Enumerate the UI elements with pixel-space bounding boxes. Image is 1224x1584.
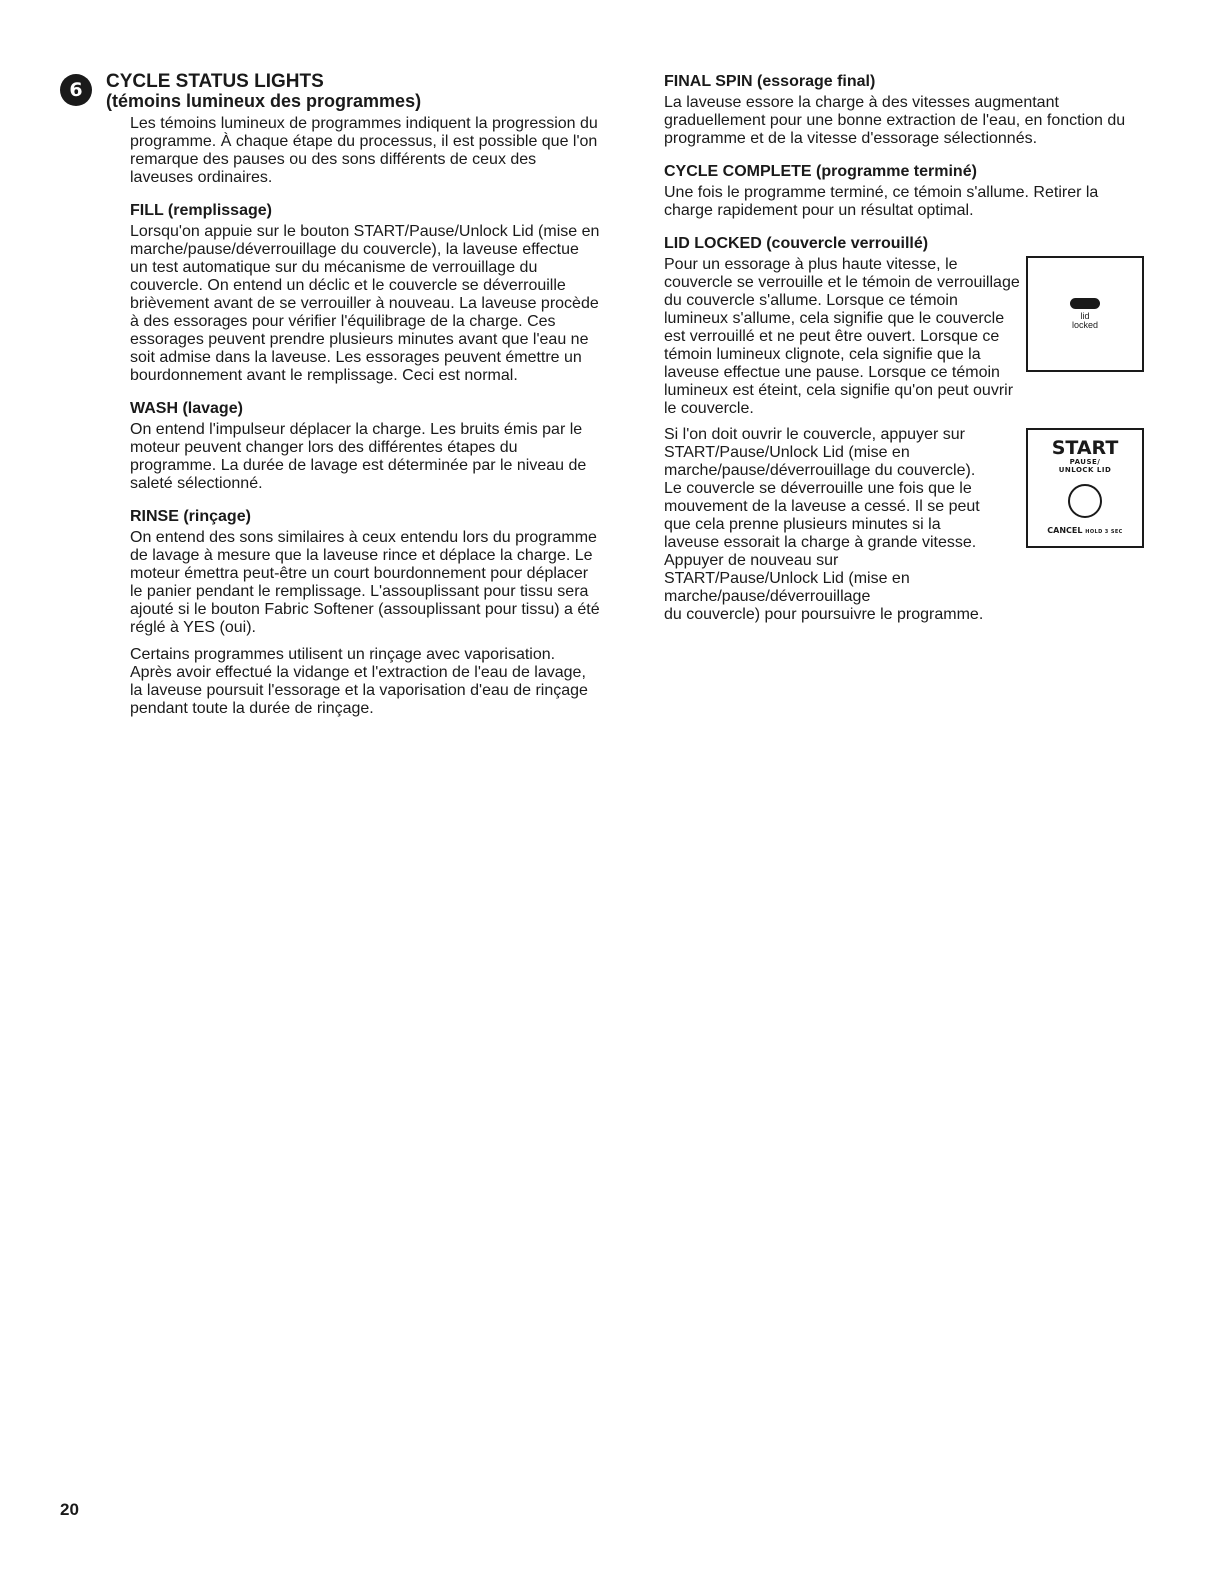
start-button-sub1: PAUSE/ bbox=[1069, 458, 1101, 466]
rinse-text-2: Certains programmes utilisent un rinçage avec vaporisation. Après avoir effectué la vidange et l'extraction de l'eau de lavage, la laveuse poursuit l'essorage et la vaporisation d'eau de rinçage pendant toute la durée de rinçage. bbox=[130, 646, 588, 717]
section-intro: Les témoins lumineux de programmes indiquent la progression du programme. À chaque étape du processus, il est possible que l'on remarque des pauses ou des sons différents de ceux des laveuses ordinaires. bbox=[130, 115, 598, 186]
start-button-sub2: UNLOCK LID bbox=[1058, 466, 1112, 474]
fill-subsection bbox=[60, 201, 600, 385]
section-title: CYCLE STATUS LIGHTS bbox=[106, 71, 324, 92]
start-button-illustration bbox=[1026, 428, 1144, 548]
rinse-text-1: On entend des sons similaires à ceux entendu lors du programme de lavage à mesure que la laveuse rince et déplace la charge. Le moteur émettra peut-être un court bourdonnement pour déplacer le panier pendant le remplissage. L'assouplissant pour tissu sera ajouté si le bouton Fabric Softener (assouplissant pour tissu) a été réglé à YES (oui). bbox=[130, 529, 600, 636]
rinse-heading: RINSE (rinçage) bbox=[130, 508, 251, 525]
fill-heading: FILL (remplissage) bbox=[130, 202, 272, 219]
lid-locked-text-2b: du couvercle) pour poursuivre le programme. bbox=[664, 606, 984, 623]
right-column bbox=[664, 72, 1144, 624]
lid-locked-indicator-label bbox=[1072, 312, 1098, 330]
lid-locked-led-icon bbox=[1070, 298, 1100, 309]
start-button-label: START bbox=[1051, 437, 1119, 459]
final-spin-subsection bbox=[664, 72, 1144, 148]
lid-label-line1: lid bbox=[1080, 311, 1090, 321]
wash-text: On entend l'impulseur déplacer la charge. Les bruits émis par le moteur peuvent changer lors des différentes étapes du programme. La durée de lavage est déterminée par le niveau de saleté sélectionné. bbox=[130, 421, 587, 492]
lid-locked-indicator-illustration bbox=[1026, 256, 1144, 372]
left-column bbox=[60, 72, 600, 718]
step-number-badge: 6 bbox=[60, 74, 92, 106]
cycle-complete-text: Une fois le programme terminé, ce témoin s'allume. Retirer la charge rapidement pour un résultat optimal. bbox=[664, 184, 1099, 219]
final-spin-text: La laveuse essore la charge à des vitesses augmentant graduellement pour une bonne extraction de l'eau, en fonction du programme et de la vitesse d'essorage sélectionnés. bbox=[664, 94, 1126, 147]
section-header bbox=[60, 72, 600, 111]
cycle-complete-subsection bbox=[664, 162, 1144, 220]
cycle-complete-heading: CYCLE COMPLETE (programme terminé) bbox=[664, 163, 977, 180]
cancel-label: CANCEL bbox=[1047, 526, 1083, 535]
rinse-subsection bbox=[60, 507, 600, 718]
lid-label-line2: locked bbox=[1071, 320, 1098, 330]
final-spin-heading: FINAL SPIN (essorage final) bbox=[664, 73, 876, 90]
fill-text: Lorsqu'on appuie sur le bouton START/Pause/Unlock Lid (mise en marche/pause/déverrouillage du couvercle), la laveuse effectue un test automatique sur du mécanisme de verrouillage du couvercle. On entend un déclic et le couvercle se déverrouille brièvement avant de se verrouiller à nouveau. La laveuse procède à des essorages pour vérifier l'équilibrage de la charge. Ces essorages peuvent prendre plusieurs minutes avant que l'eau ne soit admise dans la laveuse. Les essorages peuvent émettre un bourdonnement avant le remplissage. Ceci est normal. bbox=[130, 223, 600, 384]
start-button-cancel bbox=[1047, 526, 1122, 535]
start-button-circle-icon bbox=[1068, 484, 1102, 518]
lid-locked-text-1: Pour un essorage à plus haute vitesse, le couvercle se verrouille et le témoin de verrouillage du couvercle s'allume. Lorsque ce témoin lumineux s'allume, cela signifie que le couvercle est verrouillé et ne peut être ouvert. Lorsque ce témoin lumineux clignote, cela signifie que la laveuse effectue une pause. Lorsque ce témoin lumineux est éteint, cela signifie qu'on peut ouvrir le couvercle. bbox=[664, 256, 1020, 417]
lid-locked-body bbox=[664, 256, 1144, 418]
page-number: 20 bbox=[60, 1500, 79, 1519]
start-instructions bbox=[664, 426, 1144, 624]
wash-subsection bbox=[60, 399, 600, 493]
wash-heading: WASH (lavage) bbox=[130, 400, 243, 417]
hold-label: HOLD 3 SEC bbox=[1085, 529, 1123, 535]
section-subtitle: (témoins lumineux des programmes) bbox=[106, 91, 422, 111]
lid-locked-subsection bbox=[664, 234, 1144, 624]
lid-locked-text-2a: Si l'on doit ouvrir le couvercle, appuyer sur START/Pause/Unlock Lid (mise en marche/pause/déverrouillage du couvercle). Le couvercle se déverrouille une fois que le mouvement de la laveuse a cessé. Il se peut que cela prenne plusieurs minutes si la laveuse essorait la charge à grande vitesse. Appuyer de nouveau sur START/Pause/Unlock Lid (mise en marche/pause/déverrouillage bbox=[664, 426, 980, 605]
lid-locked-heading: LID LOCKED (couvercle verrouillé) bbox=[664, 235, 929, 252]
